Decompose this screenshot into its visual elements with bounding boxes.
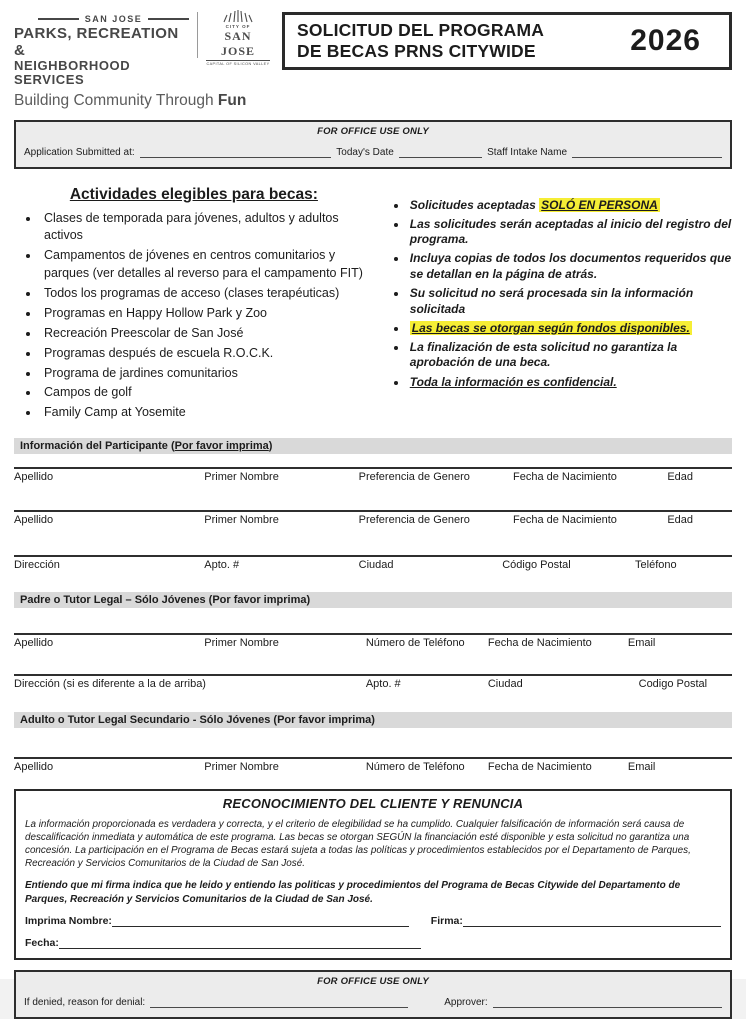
eligible-activity-item: • Programa de jardines comunitarios xyxy=(40,365,374,383)
field-label: Dirección xyxy=(14,559,60,572)
seal-san-jose-label: SAN JOSE xyxy=(206,29,270,61)
prns-logo xyxy=(14,10,189,88)
note-highlight-solo-en-persona: SOLÓ EN PERSONA xyxy=(541,197,658,212)
guardian-address-row xyxy=(14,674,732,690)
waiver-title: RECONOCIMIENTO DEL CLIENTE Y RENUNCIA xyxy=(222,796,524,812)
seal-city-of-label: CITY OF xyxy=(225,24,251,29)
field-label: Código Postal xyxy=(502,559,571,572)
field-label: Fecha de Nacimiento xyxy=(512,471,617,484)
staff-intake-name-label: Staff Intake Name xyxy=(487,146,567,158)
office-use-top-title: FOR OFFICE USE ONLY xyxy=(317,125,429,137)
field-label: Apellido xyxy=(14,471,54,484)
eligible-activity-item: • Campos de golf xyxy=(40,384,374,402)
print-name-line xyxy=(112,915,409,927)
prns-brand xyxy=(14,10,270,110)
eligible-activity-item: • Todos los programas de acceso (clases terapéuticas) xyxy=(40,285,374,303)
program-title xyxy=(297,20,544,62)
field-label: Primer Nombre xyxy=(204,514,279,527)
field-label: Edad xyxy=(667,514,694,527)
note-underline-confidencial: Toda la información es confidencial. xyxy=(409,374,617,389)
application-submitted-line xyxy=(140,146,332,158)
eligible-activities-heading: Actividades elegibles para becas: xyxy=(69,185,318,203)
field-label: Apto. # xyxy=(204,559,240,572)
note-item: • Las solicitudes serán aceptadas al inicio del registro del programa. xyxy=(408,217,732,248)
field-label: Número de Teléfono xyxy=(365,761,465,774)
field-label: Apellido xyxy=(14,637,54,650)
approver-line xyxy=(493,996,722,1008)
eligible-activity-item: • Campamentos de jóvenes en centros comunitarios y parques (ver detalles al reverso para el campamento FIT) xyxy=(40,247,374,283)
field-label: Primer Nombre xyxy=(204,637,279,650)
brand-rule-right xyxy=(148,18,189,20)
field-label: Apellido xyxy=(14,761,54,774)
program-title-box xyxy=(282,12,732,70)
brand-divider xyxy=(197,12,198,58)
field-label: Teléfono xyxy=(635,559,677,572)
todays-date-line xyxy=(399,146,482,158)
tagline-text: Building Community Through xyxy=(14,91,218,109)
note-text: Solicitudes aceptadas xyxy=(409,197,540,212)
brand-rule-left xyxy=(38,18,79,20)
field-label: Preferencia de Genero xyxy=(358,514,470,527)
field-label: Apto. # xyxy=(365,678,401,691)
eligible-activity-item: • Family Camp at Yosemite xyxy=(40,404,374,422)
participant-name-row-2 xyxy=(14,510,732,526)
field-label: Edad xyxy=(667,471,694,484)
section-participant-underlined: Por favor imprima xyxy=(174,440,269,453)
eligible-activities-list xyxy=(14,210,374,423)
office-use-top-box xyxy=(14,120,732,169)
program-year: 2026 xyxy=(630,24,701,57)
san-jose-city-seal xyxy=(206,10,270,66)
field-label: Dirección (si es diferente a la de arriba) xyxy=(14,678,206,691)
page-header xyxy=(14,10,732,110)
seal-capital-label: CAPITAL OF SILICON VALLEY xyxy=(206,62,270,66)
date-label: Fecha: xyxy=(25,936,59,949)
application-submitted-label: Application Submitted at: xyxy=(24,146,135,158)
brand-line1: PARKS, RECREATION & xyxy=(14,25,179,59)
note-item xyxy=(408,321,732,337)
brand-line2: NEIGHBORHOOD SERVICES xyxy=(14,58,131,88)
staff-intake-name-line xyxy=(572,146,722,158)
note-item xyxy=(408,375,732,391)
eligible-activity-item: • Clases de temporada para jóvenes, adultos y adultos activos xyxy=(40,210,374,246)
section-header-secondary-guardian: Adulto o Tutor Legal Secundario - Sólo Jóvenes (Por favor imprima) xyxy=(14,712,732,728)
note-item: • La finalización de esta solicitud no garantiza la aprobación de una beca. xyxy=(408,340,732,371)
section-header-guardian: Padre o Tutor Legal – Sólo Jóvenes (Por favor imprima) xyxy=(14,592,732,608)
waiver-paragraph-2: Entiendo que mi firma indica que he leido y entiendo las politicas y procedimientos del Programa de Becas Citywide del Departamento de Parques, Recreación y Servicios Comunitarios de la Ciudad de San José. xyxy=(25,880,681,905)
office-use-bottom-title: FOR OFFICE USE ONLY xyxy=(317,975,429,987)
approver-label: Approver: xyxy=(444,996,488,1008)
eligible-activities-section xyxy=(14,186,384,425)
field-label: Preferencia de Genero xyxy=(358,471,470,484)
section-participant-text: Información del Participante ( xyxy=(20,440,175,453)
program-title-line1: SOLICITUD DEL PROGRAMA xyxy=(297,20,545,40)
note-item: • Incluya copias de todos los documentos requeridos que se detallan en la página de atrás. xyxy=(408,251,732,282)
eligible-activity-item: • Programas después de escuela R.O.C.K. xyxy=(40,345,374,363)
guardian-name-row xyxy=(14,633,732,649)
field-label: Fecha de Nacimiento xyxy=(487,637,592,650)
office-use-bottom-box xyxy=(14,970,732,1019)
section-header-participant xyxy=(14,438,732,454)
signature-label: Firma: xyxy=(430,914,463,927)
field-label: Ciudad xyxy=(487,678,523,691)
field-label: Primer Nombre xyxy=(204,471,279,484)
signature-line xyxy=(463,915,721,927)
note-item xyxy=(408,198,732,214)
waiver-box xyxy=(14,789,732,960)
sunburst-icon xyxy=(221,10,255,23)
field-label: Apellido xyxy=(14,514,54,527)
field-label: Codigo Postal xyxy=(638,678,708,691)
application-notes-section xyxy=(384,186,732,425)
denial-reason-line xyxy=(150,996,408,1008)
denial-reason-label: If denied, reason for denial: xyxy=(24,996,146,1008)
date-line xyxy=(59,937,421,949)
brand-tagline xyxy=(14,92,270,110)
participant-address-row xyxy=(14,555,732,571)
field-label: Fecha de Nacimiento xyxy=(487,761,592,774)
field-label: Primer Nombre xyxy=(204,761,279,774)
note-highlight-fondos-disponibles: Las becas se otorgan según fondos disponibles. xyxy=(411,320,690,335)
field-label: Email xyxy=(627,637,656,650)
field-label: Fecha de Nacimiento xyxy=(512,514,617,527)
participant-name-row-1 xyxy=(14,467,732,483)
eligible-activity-item: • Recreación Preescolar de San José xyxy=(40,325,374,343)
field-label: Email xyxy=(627,761,656,774)
secondary-guardian-name-row xyxy=(14,757,732,773)
field-label: Número de Teléfono xyxy=(365,637,465,650)
print-name-label: Imprima Nombre: xyxy=(25,914,112,927)
note-item: • Su solicitud no será procesada sin la información solicitada xyxy=(408,286,732,317)
eligible-activity-item: • Programas en Happy Hollow Park y Zoo xyxy=(40,305,374,323)
program-title-line2: DE BECAS PRNS CITYWIDE xyxy=(297,41,536,61)
section-participant-close: ) xyxy=(268,440,273,453)
application-notes-list xyxy=(388,198,732,391)
waiver-paragraph-1: La información proporcionada es verdadera y correcta, y el criterio de elegibilidad se ha cumplido. Cualquier falsificación de información será causa de descalificación inmediata y automática de este programa. Las becas se otorgan SEGÚN la financiación esté disponible y esta solicitud no garantiza una concesión. La participación en el Programa de Becas estará sujeta a todas las políticas y procedimientos establecidos por el Departamento de Parques, Recreación y Servicios Comunitarios de la Ciudad de San José. xyxy=(25,819,691,870)
brand-san-jose-label: SAN JOSE xyxy=(84,14,143,24)
todays-date-label: Today's Date xyxy=(336,146,394,158)
field-label: Ciudad xyxy=(358,559,394,572)
tagline-fun: Fun xyxy=(217,91,247,109)
